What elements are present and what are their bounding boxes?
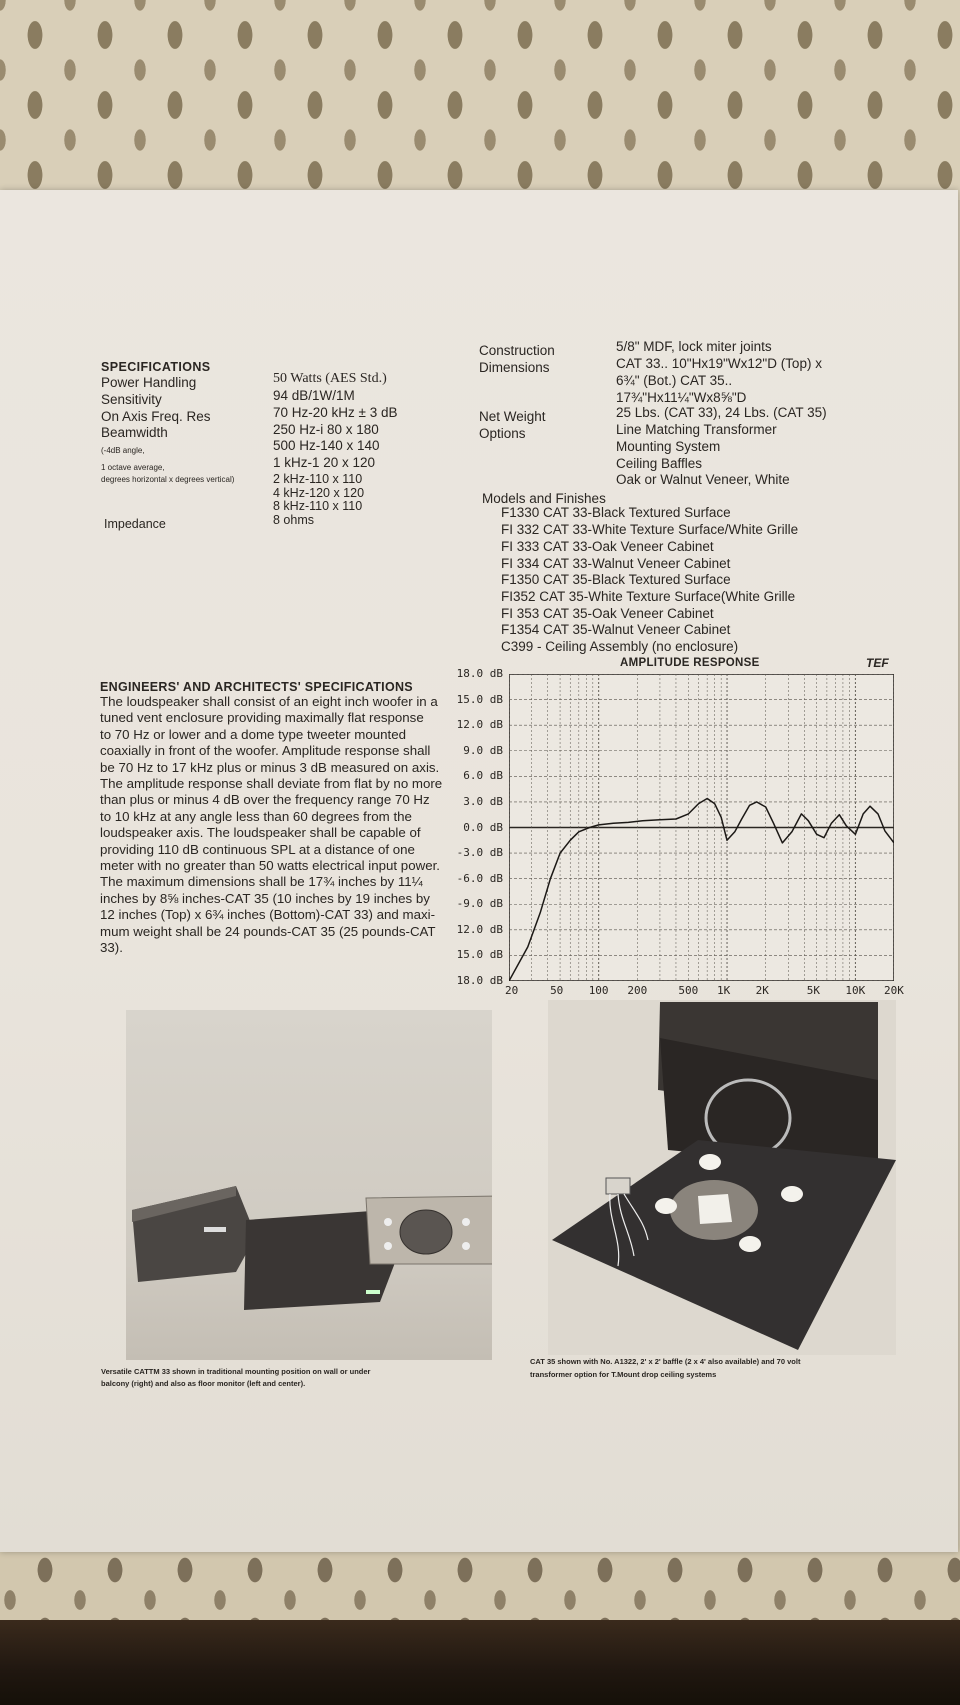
model-item: FI352 CAT 35-White Texture Surface(White Grille <box>501 589 796 604</box>
net-weight-label: Net Weight <box>479 409 546 424</box>
y-tick-label: 15.0 dB <box>456 692 503 706</box>
y-tick-label: 3.0 dB <box>463 794 503 808</box>
x-tick-label: 20K <box>884 984 904 997</box>
amplitude-response-chart <box>509 674 894 981</box>
caption-right-line: transformer option for T.Mount drop ceiling systems <box>530 1370 717 1379</box>
engineers-line: than plus or minus 4 dB over the frequency range 70 Hz <box>100 792 430 808</box>
x-tick-label: 500 <box>678 984 699 997</box>
photo-cat35-ceiling <box>548 1000 896 1355</box>
cat35-illustration <box>548 1000 896 1355</box>
engineers-line: inches by 8⅝ inches-CAT 35 (10 inches by 19 inches by <box>100 890 430 906</box>
model-item: F1330 CAT 33-Black Textured Surface <box>501 505 731 520</box>
baffle-cutout <box>698 1194 732 1224</box>
model-item: F1350 CAT 35-Black Textured Surface <box>501 572 731 587</box>
engineers-line: to 70 Hz or lower and a dome type tweeter mounted <box>100 726 406 742</box>
cat33-illustration <box>126 1010 492 1360</box>
fabric-background-top <box>0 0 960 200</box>
beam-note: (-4dB angle, <box>101 446 145 455</box>
impedance-label: Impedance <box>104 517 166 531</box>
x-tick-label: 20 <box>505 984 519 997</box>
spec-label: Power Handling <box>101 375 197 390</box>
beam-value: 4 kHz-120 x 120 <box>273 486 365 500</box>
x-tick-label: 1K <box>717 984 731 997</box>
engineers-line: 33). <box>100 940 123 955</box>
x-tick-label: 100 <box>588 984 609 997</box>
model-item: FI 332 CAT 33-White Texture Surface/White Grille <box>501 522 799 537</box>
dimensions-line: CAT 33.. 10"Hx19"Wx12"D (Top) x <box>616 356 822 371</box>
dimensions-label: Dimensions <box>479 360 550 375</box>
beam-note: 1 octave average, <box>101 463 165 472</box>
floor-background <box>0 1620 960 1705</box>
photo-cat33-speakers <box>126 1010 492 1360</box>
dimensions-line: 17¾"Hx11¼"Wx8⅝"D <box>616 390 747 405</box>
y-tick-label: 12.0 dB <box>456 718 503 732</box>
engineers-line: 12 inches (Top) x 6¾ inches (Bottom)-CAT 33) and maxi- <box>100 907 436 923</box>
engineers-line: The amplitude response shall deviate from flat by no more <box>100 776 443 791</box>
construction-label: Construction <box>479 343 555 358</box>
y-tick-label: 15.0 dB <box>456 948 503 962</box>
construction-value: 5/8" MDF, lock miter joints <box>616 339 772 354</box>
option-item: Line Matching Transformer <box>616 422 777 437</box>
ceiling-baffle <box>552 1140 896 1350</box>
engineers-line: mum weight shall be 24 pounds-CAT 35 (25 pounds-CAT <box>100 923 436 939</box>
x-tick-label: 50 <box>550 984 564 997</box>
engineers-line: providing 110 dB continuous SPL at a distance of one <box>100 841 415 857</box>
y-tick-label: 9.0 dB <box>463 743 503 757</box>
models-heading: Models and Finishes <box>482 491 606 506</box>
y-tick-label: 6.0 dB <box>463 769 503 783</box>
engineers-line: coaxially in front of the woofer. Amplitude response shall <box>100 743 431 759</box>
engineers-line: The loudspeaker shall consist of an eight inch woofer in a <box>100 694 438 709</box>
beam-value: 2 kHz-110 x 110 <box>273 472 363 486</box>
engineers-line: be 70 Hz to 17 kHz plus or minus 3 dB measured on axis. <box>100 759 440 775</box>
net-weight-value: 25 Lbs. (CAT 33), 24 Lbs. (CAT 35) <box>616 405 827 420</box>
spec-value: 50 Watts (AES Std.) <box>273 371 387 386</box>
spec-label: On Axis Freq. Res <box>101 409 211 424</box>
y-tick-label: -9.0 dB <box>456 897 503 911</box>
speaker-grille <box>400 1210 452 1254</box>
spec-value: 250 Hz-i 80 x 180 <box>273 422 379 437</box>
y-tick-label: 0.0 dB <box>463 820 503 834</box>
chart-title: AMPLITUDE RESPONSE <box>620 657 760 669</box>
x-tick-label: 2K <box>755 984 769 997</box>
options-label: Options <box>479 426 526 441</box>
x-tick-label: 200 <box>627 984 648 997</box>
spec-label: Sensitivity <box>101 392 162 407</box>
x-tick-label: 10K <box>845 984 866 997</box>
beam-value: 1 kHz-1 20 x 120 <box>273 455 376 470</box>
transformer <box>606 1178 630 1194</box>
speaker-badge <box>204 1227 226 1232</box>
y-tick-label: 18.0 dB <box>456 974 503 987</box>
option-item: Mounting System <box>616 439 721 454</box>
y-tick-label: -3.0 dB <box>456 846 503 860</box>
engineers-line: to 10 kHz at any angle less than 60 degrees from the <box>100 808 412 824</box>
caption-right-line: CAT 35 shown with No. A1322, 2' x 2' baffle (2 x 4' also available) and 70 volt <box>530 1357 801 1366</box>
y-tick-label: 12.0 dB <box>456 922 503 936</box>
beam-value: 8 kHz-110 x 110 <box>273 499 363 513</box>
caption-left-line: Versatile CATTM 33 shown in traditional mounting position on wall or under <box>101 1367 371 1376</box>
beam-note: degrees horizontal x degrees vertical) <box>101 475 235 484</box>
option-item: Ceiling Baffles <box>616 456 703 471</box>
spec-label: Beamwidth <box>101 425 168 440</box>
model-item: C399 - Ceiling Assembly (no enclosure) <box>501 639 739 654</box>
engineers-line: The maximum dimensions shall be 17¾ inches by 11¼ <box>100 874 423 890</box>
model-item: FI 353 CAT 35-Oak Veneer Cabinet <box>501 606 714 621</box>
engineers-heading: ENGINEERS' AND ARCHITECTS' SPECIFICATIONS <box>100 680 413 694</box>
impedance-value: 8 ohms <box>273 513 314 527</box>
model-item: FI 333 CAT 33-Oak Veneer Cabinet <box>501 539 714 554</box>
y-tick-label: -6.0 dB <box>456 871 503 885</box>
x-tick-label: 5K <box>806 984 820 997</box>
caption-left-line: balcony (right) and also as floor monitor (left and center). <box>101 1379 306 1388</box>
beam-value: 500 Hz-140 x 140 <box>273 438 380 453</box>
option-item: Oak or Walnut Veneer, White <box>616 472 790 487</box>
y-tick-label: 18.0 dB <box>456 667 503 680</box>
engineers-line: tuned vent enclosure providing maximally flat response <box>100 710 424 726</box>
spec-value: 70 Hz-20 kHz ± 3 dB <box>273 405 398 420</box>
dimensions-line: 6¾" (Bot.) CAT 35.. <box>616 373 733 388</box>
spec-value: 94 dB/1W/1M <box>273 388 355 403</box>
engineers-line: meter with no greater than 50 watts electrical input power. <box>100 858 440 873</box>
model-item: F1354 CAT 35-Walnut Veneer Cabinet <box>501 622 731 637</box>
tef-logo: TEF <box>866 656 889 670</box>
model-item: FI 334 CAT 33-Walnut Veneer Cabinet <box>501 556 731 571</box>
specifications-heading: SPECIFICATIONS <box>101 360 211 374</box>
engineers-line: loudspeaker axis. The loudspeaker shall be capable of <box>100 825 421 841</box>
